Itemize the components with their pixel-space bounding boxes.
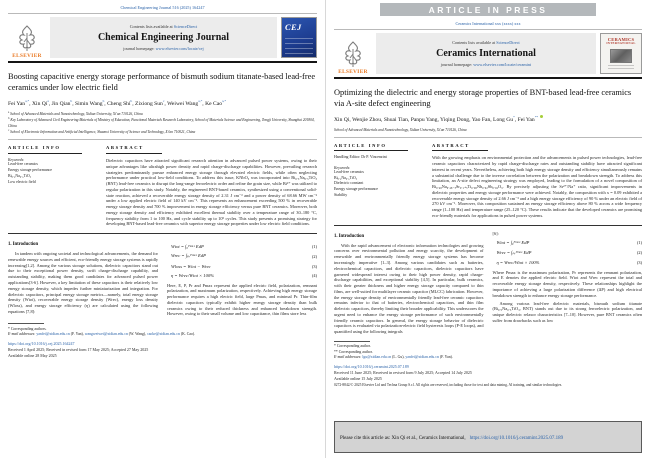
email-link[interactable]: yanfei@xidian.edu.cn	[405, 354, 439, 359]
author: Fei Yan$^{a,*}$	[8, 98, 30, 107]
email-label: E-mail addresses:	[8, 331, 36, 336]
equation-row: η = Wrec/Wtot × 100% (4)	[171, 273, 317, 279]
author: , Cheng Shi$^b$	[104, 101, 132, 107]
journal-cover-ceramics	[600, 33, 642, 74]
abstract-heading: ABSTRACT	[432, 143, 488, 152]
copyright-line: 0272-8842/© 2025 Elsevier Ltd and Techna Group S.r.l. All rights are reserved, including those for text and data mining, AI training, and similar technologies.	[334, 382, 563, 387]
article-info-heading: ARTICLE INFO	[334, 143, 408, 152]
elsevier-logo	[334, 31, 372, 76]
divider	[334, 29, 642, 30]
keyword: Lead-free ceramics	[8, 161, 38, 166]
intro-paragraph: With the rapid advancement of electronic information technologies and growing concerns over environmental pollution and energy scarcity, the development of renewable and environmentally friendly energy storage systems has become increasingly imperative [1–3]. Among various candidates such as batteries, electrochemical capacitors, and dielectric capacitors, dielectric capacitors have garnered widespread interest owing to their high power density, rapid charge-discharge capabilities, and exceptional stability [4,5]. In particular, bulk ceramics, with their greater thickness and higher energy storage capacity compared to thin films, are well-suited for multilayer ceramic capacitor (MLCC) fabrication. However, the energy storage density of environmentally friendly lead-free ceramic capacitors remains inferior to that of batteries, electrochemical capacitors, and thin film dielectric capacitors, thereby limiting their broader applicability. This underscores the urgent need to enhance the energy storage performance of such environmentally friendly ceramic capacitors. In general, the energy storage behavior of dielectric capacitors is evaluated via polarization-electric field hysteresis loops (P-E loops), and quantified using the following integrals	[334, 242, 484, 335]
footnotes	[334, 341, 642, 360]
email-owner: (W. Wang),	[128, 331, 147, 336]
divider	[334, 225, 642, 226]
body-columns	[8, 239, 317, 317]
equation-row: Wtot = ∫₀ᴾᵐᵃˣ EdP (1)	[496, 240, 642, 246]
ceramics-cover-image	[610, 49, 632, 63]
info-abstract-section	[8, 145, 317, 227]
contents-line	[452, 40, 519, 45]
affiliation: $^c$ School of Electronic Information and Artificial Intelligence, Shaanxi University of Science and Technology, Xi'an 710021, China	[8, 129, 196, 135]
author: Xin Qi	[334, 117, 350, 124]
body-column-left	[334, 231, 484, 335]
paper-title: Optimizing the dielectric and energy storage properties of BNT-based lead-free ceramics via A-site defect engineering	[334, 88, 632, 108]
abstract-column	[432, 143, 642, 219]
elsevier-tree-icon	[341, 41, 365, 69]
keyword: Bi₀.₅Na₀.₅TiO₃	[334, 175, 358, 180]
keyword: Energy storage performance	[334, 187, 379, 192]
affiliations	[8, 111, 317, 135]
homepage-line	[123, 46, 203, 51]
equation-row: Wrec = ∫ₚᵣᴾᵐᵃˣ EdP (2)	[496, 249, 642, 256]
intro-paragraph: In tandem with ongoing societal and technological advancements, the demand for renewable energy sources and efficient, eco-friendly energy storage systems is rapidly increasing[1,2]. Among the various storage solutions, dielectric capacitors stand out due to their exceptional power density, swift charge-discharge capability, and outstanding stability, making them good candidates for advanced pulsed power applications[3-6]. However, a key limitation of these capacitors is their relatively low energy storage density, which impedes further miniaturization and integration. For dielectric capacitors, principal energy storage metrics—namely, total energy storage density (Wtot), recoverable energy storage density (Wrec), energy loss density (Wloss), and energy storage efficiency (η) are calculated using the following equations [7,8]:	[8, 251, 158, 314]
homepage-url-link[interactable]: www.elsevier.com/locate/cej	[155, 46, 204, 51]
body-paragraph: Where Pmax is the maximum polarization, Pr represents the remnant polarization, and E denotes the applied electric field. Wtot and Wrec represent the total and recoverable energy storage density, respectively. These relationships highlight the importance of achieving a large polarization difference (ΔP) and high electrical breakdown strength to enhance energy storage performance.	[492, 269, 642, 298]
keyword: Stability	[334, 193, 348, 198]
equation-row: Wrec = ∫ₚᵣᴾᵐᵃˣ EdP (2)	[171, 253, 317, 259]
info-abstract-section	[334, 143, 642, 219]
author-list	[334, 115, 642, 125]
doi-link[interactable]: https://doi.org/10.1016/j.cej.2025.164247	[8, 341, 75, 347]
available-line: Available online 15 July 2025	[334, 376, 382, 381]
email-line	[8, 332, 317, 337]
abstract-text: With the growing emphasis on environmental protection and the advancements in pulsed power technologies, lead-free ceramic capacitors characterized by rapid charge-discharge rates and outstanding stability have attracted significant interest in recent years. Nevertheless, achieving both high energy storage density and efficiency simultaneously remains a substantial challenge due to the inverse correlation between the polarization and breakdown strength. To address this limitation, an A-site defect engineering strategy was employed, leading to the formulation of a novel composition of Bi₀.₄₈Na₀.₄₈₋ₓSr₀.₁₊ₓTi₀.₉₈Nb₀.₀₂Sb₀.₀₂O₃. By precisely adjusting the Sr²⁺/Na⁺ ratio, significant improvements in dielectric properties and energy storage performance were achieved. Notably, the composition with x = 0.09 exhibited a recoverable energy storage density of 2.66 J cm⁻³ and a high energy storage efficiency of 90 % under an electric field of 270 kV cm⁻¹. Moreover, this composition sustained an energy storage efficiency above 80 % across a wide frequency range (1–100 Hz) and temperature range (25–120 °C). These results indicate that the developed ceramics are promising eco-friendly materials for applications in pulsed power systems.	[432, 155, 642, 218]
divider-thick	[334, 77, 642, 79]
body-column-right	[493, 231, 643, 335]
corresponding-author-note-2: ** Corresponding author.	[334, 349, 373, 354]
footnote-divider	[8, 323, 44, 324]
email-owner: (L. Gu),	[392, 354, 405, 359]
journal-name: Chemical Engineering Journal	[97, 32, 230, 43]
author: , Jin Qian$^b$	[49, 101, 72, 107]
author: , Fei Yan**	[515, 117, 543, 123]
paper-title: Boosting capacitive energy storage performance of bismuth sodium titanate-based lead-free ceramics under low electric field	[8, 72, 316, 92]
email-owner: (F. Yan),	[70, 331, 84, 336]
email-owner: (K. Cao).	[180, 331, 196, 336]
equation-row: η = Wrec/Wtot × 100% (3)	[496, 260, 642, 266]
available-line: Available online 28 May 2025	[8, 352, 57, 358]
author: , Xin Qi$^a$	[29, 101, 49, 107]
corresponding-author-note: * Corresponding authors.	[8, 326, 47, 331]
abstract-column	[106, 145, 317, 227]
body-paragraph: Among various lead-free dielectric materials, bismuth sodium titanate (Bi₀.₅Na₀.₅TiO₃, BNT) stands out due to its strong ferroelectric polarization, and unique dielectric relaxor characteristics [7–10]. However, pure BNT ceramics often suffer from drawbacks such as low	[492, 300, 642, 323]
email-link[interactable]: lgu@xidian.edu.cn	[362, 354, 392, 359]
reference-lead: [6]:	[492, 230, 499, 236]
journal-header	[8, 15, 317, 60]
journal-citation-line: Ceramics International xxx (xxxx) xxx	[455, 21, 521, 26]
divider	[8, 233, 317, 234]
keyword: Energy storage performance	[8, 167, 53, 172]
homepage-url-link[interactable]: www.elsevier.com/locate/ceramint	[473, 62, 532, 67]
author: , Zixiong Sun$^c$	[132, 101, 164, 107]
cej-cover-decoration	[285, 38, 313, 56]
elsevier-wordmark: ELSEVIER	[338, 69, 368, 75]
ceramics-cover-decoration	[608, 65, 634, 71]
email-line	[334, 355, 642, 360]
body-column-right	[167, 239, 317, 317]
contents-line	[130, 24, 197, 29]
contents-box	[376, 33, 596, 74]
footnotes	[8, 323, 317, 337]
author: , Wenjie Zhou	[349, 117, 381, 123]
section-heading: 1. Introduction	[8, 242, 39, 248]
keywords-label: Keywords:	[334, 165, 351, 170]
journal-name: Ceramics International	[436, 48, 536, 59]
keywords-label: Keywords:	[8, 157, 25, 162]
email-owner: (F. Yan).	[439, 354, 453, 359]
ceramics-cover-title: CERAMICS INTERNATIONAL	[606, 37, 636, 46]
keyword: Low electric field	[8, 179, 36, 184]
author: , Panpu Yang	[408, 117, 438, 123]
abstract-heading: ABSTRACT	[106, 145, 162, 154]
article-in-press-banner: ARTICLE IN PRESS	[380, 3, 596, 16]
author: , Weiwei Wang$^{a,*}$	[164, 101, 202, 107]
handling-editor-line: Handling Editor: Dr P. Vincenzini	[334, 155, 387, 160]
journal-cover-cej	[281, 17, 317, 58]
homepage-prefix: journal homepage:	[440, 62, 473, 67]
cite-notice-box	[334, 421, 642, 453]
body-paragraph: Here, E, P, Pr and Pmax represent the applied electric field, polarization, remnant polarization, and maximum polarization, respectively. Achieving high energy storage performance requires a high electric field, large Pmax, and minimal Pr. Thin-film dielectric capacitors typically exhibit higher energy storage density than bulk ceramics owing to their reduced thickness and enhanced breakdown strength. However, owing to their small volume and low capacitance, thin films store less	[167, 282, 317, 317]
email-link[interactable]: yanfei@xidian.edu.cn	[36, 331, 70, 336]
affiliation: $^a$ School of Advanced Materials and Nanotechnology, Xidian University, Xi'an 710126, China	[8, 111, 143, 117]
body-column-left	[8, 239, 158, 317]
homepage-line	[441, 62, 531, 67]
cite-notice-doi-link[interactable]: https://doi.org/10.1016/j.ceramint.2025.07.189	[469, 436, 564, 441]
sciencedirect-link[interactable]: ScienceDirect	[173, 24, 198, 29]
article-footer	[8, 341, 317, 359]
journal-citation-line: Chemical Engineering Journal 516 (2025) 164247	[120, 5, 205, 10]
divider	[8, 13, 317, 14]
elsevier-logo	[8, 15, 46, 60]
body-columns	[334, 231, 642, 335]
cite-notice-text: Please cite this article as: Xin Qi et al., Ceramics International,	[340, 436, 466, 441]
article-info-heading: ARTICLE INFO	[8, 145, 82, 154]
elsevier-wordmark: ELSEVIER	[12, 53, 42, 59]
keyword: Lead-free ceramics	[334, 169, 364, 174]
email-link[interactable]: wangweiwei@xidian.edu.cn	[84, 331, 128, 336]
contents-prefix: Contents lists available at	[452, 40, 496, 45]
affiliation: $^b$ Key Laboratory of Advanced Civil Engineering Materials of Ministry of Education, Functional Materials Research Laboratory, School of Materials Science and Engineering, Tongji University, Shanghai 201804, China	[8, 117, 315, 128]
contents-box	[50, 17, 277, 58]
cej-cover-title: CEJ	[285, 22, 302, 32]
author: , Long Gu*	[490, 117, 515, 123]
divider	[334, 137, 642, 138]
homepage-prefix: journal homepage:	[123, 46, 155, 51]
divider	[8, 139, 317, 140]
equation-row: Wtot = ∫₀ᴾᵐᵃˣ EdP (1)	[171, 243, 317, 249]
author-list	[8, 99, 317, 108]
right-paper-page	[325, 0, 650, 458]
elsevier-tree-icon	[15, 25, 39, 53]
orcid-icon[interactable]	[540, 115, 544, 119]
equation-row: Wloss = Wtot − Wrec (3)	[171, 263, 317, 269]
contents-prefix: Contents lists available at	[129, 24, 173, 29]
received-line: Received 1 April 2025; Received in revised form 17 May 2025; Accepted 27 May 2025	[8, 347, 149, 353]
abstract-text: Dielectric capacitors have attracted significant research attention in advanced pulsed power systems, owing to their unique advantages like ultrahigh power density and rapid charge-discharge capabilities. However, prevailing research strategies predominantly pursue enhanced energy storage through elevated electric fields, while often neglecting performance under practical low-field conditions. To address this issue, KNbO₃ was incorporated into Bi₀.₅Na₀.₅TiO₃ (BNT) lead-free ceramics to disrupt the long-range ferroelectric order and refine the grain size, while Bi³⁺ was utilized to regular polarization in this study. Notably, the engineered BNT-based ceramics, synthesized using a conventional solid-state reaction, achieved a recoverable energy storage density of 2.31 J cm⁻³ and a power density of 68.66 MW cm⁻³ under a low applied electric field of 140 kV cm⁻¹. This represents an enhancement exceeding 500 % in recoverable energy storage density and 700 % improvement in energy storage efficiency versus pure BNT ceramics. Moreover, both energy storage density and efficiency exhibited excellent thermal stability over a temperature range of 30–180 °C, frequency stability from 1 to 100 Hz, and cycle stability up to 10⁵ cycles. This study presents a promising strategy for developing BNT-based lead-free ceramics with superior energy storage properties under low electric field conditions.	[106, 157, 317, 227]
keyword: Dielectric constant	[334, 181, 364, 186]
footnote-divider	[334, 341, 370, 342]
affiliation: School of Advanced Materials and Nanotechnology, Xidian University, Xi'an 710126, China	[334, 127, 467, 132]
journal-header	[334, 31, 642, 76]
affiliations	[334, 128, 642, 133]
author: , Shuai Tian	[381, 117, 408, 123]
author: , Ke Cao$^{a,*}$	[202, 101, 226, 107]
received-line: Received 11 June 2025; Received in revised form 9 July 2025; Accepted 14 July 2025	[334, 370, 472, 376]
sciencedirect-link[interactable]: ScienceDirect	[496, 40, 520, 45]
email-label: E-mail addresses:	[334, 354, 362, 359]
section-heading: 1. Introduction	[334, 233, 365, 239]
corresponding-author-note: * Corresponding author.	[334, 344, 371, 349]
article-info-column	[8, 145, 94, 227]
divider-thick	[8, 61, 317, 63]
doi-link[interactable]: https://doi.org/10.1016/j.ceramint.2025.07.189	[334, 364, 409, 370]
email-link[interactable]: caoke@xidian.edu.cn	[147, 331, 180, 336]
keyword: Bi₀.₅Na₀.₅TiO₃	[8, 173, 32, 178]
article-info-column	[334, 143, 420, 219]
author: , Yiqing Dong	[437, 117, 469, 123]
author: , Simin Wang$^b$	[72, 101, 104, 107]
article-footer	[334, 364, 642, 388]
author: , Yao Fan	[469, 117, 490, 123]
